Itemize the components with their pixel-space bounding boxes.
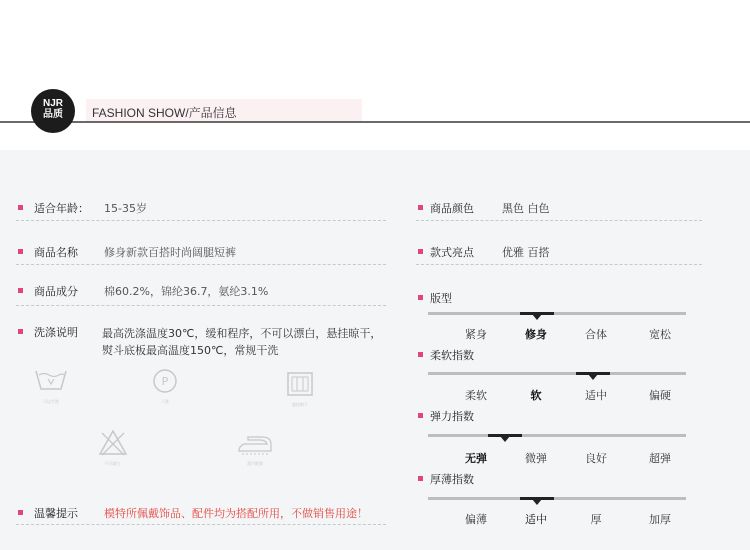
thickness-option: 偏薄 <box>465 513 487 526</box>
age-value: 15-35岁 <box>104 202 147 215</box>
softness-option: 适中 <box>585 389 607 402</box>
notice-label: 温馨提示 <box>34 507 78 520</box>
style-value: 优雅 百搭 <box>502 246 550 259</box>
elasticity-option: 良好 <box>585 452 607 465</box>
bullet-icon <box>418 413 423 418</box>
thickness-pointer-icon <box>532 499 542 505</box>
age-label: 适合年龄： <box>34 202 89 215</box>
bullet-icon <box>18 205 23 210</box>
fit-scale-track <box>428 312 686 315</box>
fit-option: 宽松 <box>649 328 671 341</box>
softness-pointer-icon <box>588 374 598 380</box>
hang-dry-icon <box>286 371 314 400</box>
divider <box>416 264 702 265</box>
fit-label: 版型 <box>430 292 452 305</box>
color-label: 商品颜色 <box>430 202 474 215</box>
material-label: 商品成分 <box>34 285 78 298</box>
bullet-icon <box>18 329 23 334</box>
fit-option: 紧身 <box>465 328 487 341</box>
iron-icon <box>236 433 274 460</box>
no-bleach-icon <box>98 429 128 460</box>
bullet-icon <box>418 249 423 254</box>
fit-pointer-icon <box>532 314 542 320</box>
style-label: 款式亮点 <box>430 246 474 259</box>
bullet-icon <box>418 476 423 481</box>
care-caption: 悬挂晾干 <box>292 402 308 407</box>
bullet-icon <box>18 249 23 254</box>
softness-option: 柔软 <box>465 389 487 402</box>
softness-option-selected: 软 <box>530 389 542 402</box>
divider <box>16 524 386 525</box>
dry-clean-icon <box>152 368 178 397</box>
thickness-option: 加厚 <box>649 513 671 526</box>
divider <box>416 220 702 221</box>
wash-label: 洗涤说明 <box>34 326 78 339</box>
bullet-icon <box>418 295 423 300</box>
wash-30-icon <box>34 367 68 396</box>
elasticity-option: 微弹 <box>525 452 547 465</box>
section-title: FASHION SHOW/产品信息 <box>92 106 237 120</box>
thickness-label: 厚薄指数 <box>430 473 474 486</box>
brand-logo <box>31 89 75 133</box>
bullet-icon <box>418 352 423 357</box>
softness-scale-track <box>428 372 686 375</box>
divider <box>16 264 386 265</box>
svg-text:P: P <box>161 375 169 388</box>
elasticity-option: 超弹 <box>649 452 671 465</box>
fit-option: 合体 <box>585 328 607 341</box>
elasticity-option-selected: 无弹 <box>465 452 487 465</box>
care-caption: 不可漂白 <box>104 461 120 466</box>
logo-text-quality: 品质 <box>43 109 63 120</box>
notice-value: 模特所佩戴饰品、配件均为搭配所用，不做销售用途！ <box>104 507 368 520</box>
bullet-icon <box>418 205 423 210</box>
logo-text-njr: NJR <box>42 98 63 109</box>
care-caption: 干洗 <box>161 399 169 404</box>
material-value: 棉60.2%，锦纶36.7，氨纶3.1% <box>104 285 269 298</box>
bullet-icon <box>18 288 23 293</box>
thickness-option-selected: 适中 <box>525 513 547 526</box>
name-value: 修身新款百搭时尚阔腿短裤 <box>104 246 236 259</box>
wash-instructions-line1: 最高洗涤温度30℃，缓和程序，不可以漂白，悬挂晾干， <box>102 327 382 340</box>
bullet-icon <box>18 510 23 515</box>
fit-option-selected: 修身 <box>525 328 547 341</box>
elasticity-scale-track <box>428 434 686 437</box>
thickness-option: 厚 <box>590 513 602 526</box>
softness-option: 偏硬 <box>649 389 671 402</box>
divider <box>16 220 386 221</box>
header-divider <box>0 121 750 123</box>
name-label: 商品名称 <box>34 246 78 259</box>
care-caption: 蒸汽熨烫 <box>247 461 263 466</box>
softness-label: 柔软指数 <box>430 349 474 362</box>
care-caption: 可以手洗 <box>43 399 59 404</box>
elasticity-label: 弹力指数 <box>430 410 474 423</box>
thickness-scale-track <box>428 497 686 500</box>
wash-instructions-line2: 熨斗底板最高温度150℃，常规干洗 <box>102 344 279 357</box>
divider <box>16 305 386 306</box>
color-value: 黑色 白色 <box>502 202 550 215</box>
elasticity-pointer-icon <box>500 436 510 442</box>
